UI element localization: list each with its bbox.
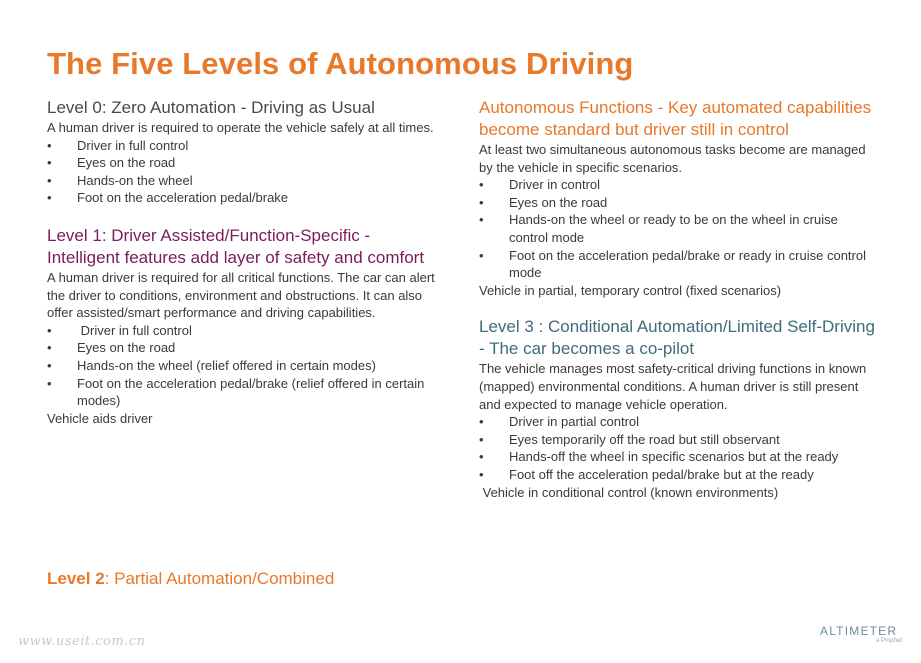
level3-heading: Level 3 : Conditional Automation/Limited Self-Driving - The car becomes a co-pilot — [479, 317, 875, 359]
bullet-icon: • — [479, 466, 484, 482]
bullet-icon: • — [479, 247, 484, 263]
bullet-text: Hands-on the wheel — [77, 172, 193, 188]
bullet-icon: • — [479, 431, 484, 447]
level0-section — [47, 97, 447, 207]
level3-bullet-list — [479, 413, 879, 483]
level1-section — [47, 225, 447, 427]
right-column — [479, 97, 879, 501]
list-item — [479, 247, 879, 282]
page-title: The Five Levels of Autonomous Driving — [47, 46, 634, 81]
bullet-text: Foot on the acceleration pedal/brake — [77, 190, 289, 206]
autonomous-functions-section — [479, 97, 879, 299]
level1-bullet-list — [47, 322, 447, 410]
level0-bullet-list — [47, 137, 447, 207]
autonomous-functions-footer: Vehicle in partial, temporary control (fixed scenarios) — [479, 282, 782, 298]
autonomous-functions-heading: Autonomous Functions - Key automated capabilities become standard but driver still in control — [479, 98, 872, 139]
list-item — [479, 176, 879, 194]
level3-body: The vehicle manages most safety-critical driving functions in known (mapped) environmental conditions. A human driver is still present and expected to manage vehicle operation. — [479, 361, 867, 412]
bullet-text: Driver in control — [509, 177, 601, 193]
bullet-icon: • — [47, 172, 52, 188]
left-column — [47, 97, 447, 427]
list-item — [47, 172, 447, 190]
bullet-icon: • — [479, 177, 484, 193]
autonomous-functions-bullet-list — [479, 176, 879, 282]
bullet-icon: • — [47, 340, 52, 356]
list-item — [47, 375, 447, 410]
logo-subtext: a Prophet — [875, 638, 902, 644]
list-item — [479, 431, 879, 449]
level0-body: A human driver is required to operate the vehicle safely at all times. — [47, 120, 434, 135]
bullet-text: Driver in full control — [77, 137, 189, 153]
bullet-text: Driver in partial control — [509, 414, 640, 430]
list-item — [47, 339, 447, 357]
watermark: www.useit.com.cn — [18, 634, 146, 649]
autonomous-functions-body: At least two simultaneous autonomous tasks become are managed by the vehicle in specific scenarios. — [479, 142, 866, 175]
list-item — [479, 448, 879, 466]
bullet-text: Hands-off the wheel in specific scenarios but at the ready — [509, 449, 839, 465]
bullet-icon: • — [47, 137, 52, 153]
bullet-text: Hands-on the wheel or ready to be on the wheel in cruise control mode — [509, 212, 838, 245]
list-item — [479, 211, 879, 246]
level1-footer: Vehicle aids driver — [47, 410, 153, 426]
bullet-text: Driver in full control — [77, 322, 192, 338]
bullet-icon: • — [479, 194, 484, 210]
bullet-text: Hands-on the wheel (relief offered in certain modes) — [77, 357, 376, 373]
bullet-text: Eyes on the road — [77, 155, 176, 171]
list-item — [479, 466, 879, 484]
level2-heading — [47, 569, 334, 589]
bullet-icon: • — [47, 357, 52, 373]
level3-footer: Vehicle in conditional control (known environments) — [479, 484, 779, 500]
list-item — [47, 357, 447, 375]
bullet-text: Foot on the acceleration pedal/brake (relief offered in certain modes) — [77, 375, 425, 409]
bullet-icon: • — [47, 375, 52, 391]
level2-label-rest: : Partial Automation/Combined — [104, 569, 335, 588]
bullet-text: Eyes on the road — [77, 340, 176, 356]
list-item — [479, 413, 879, 431]
level3-section — [479, 316, 879, 501]
list-item — [47, 154, 447, 172]
level2-label-bold: Level 2 — [47, 569, 105, 588]
logo-wordmark: ALTIMETER — [820, 624, 898, 638]
altimeter-logo — [820, 624, 906, 648]
bullet-text: Foot off the acceleration pedal/brake but at the ready — [509, 466, 814, 482]
list-item — [47, 322, 447, 340]
bullet-text: Eyes temporarily off the road but still observant — [509, 431, 780, 447]
level1-body: A human driver is required for all critical functions. The car can alert the driver to conditions, environment and obstructions. It can also offer assisted/smart performance and driving capabilities. — [47, 269, 435, 321]
bullet-text: Foot on the acceleration pedal/brake or ready in cruise control mode — [509, 247, 866, 281]
level0-heading: Level 0: Zero Automation - Driving as Usual — [47, 98, 375, 117]
list-item — [47, 137, 447, 155]
bullet-icon: • — [47, 322, 52, 338]
list-item — [479, 194, 879, 212]
bullet-icon: • — [47, 155, 52, 171]
bullet-text: Eyes on the road — [509, 194, 608, 210]
bullet-icon: • — [479, 212, 484, 228]
level1-heading: Level 1: Driver Assisted/Function-Specific - Intelligent features add layer of safety and comfort — [47, 225, 425, 267]
bullet-icon: • — [479, 414, 484, 430]
bullet-icon: • — [47, 190, 52, 206]
bullet-icon: • — [479, 449, 484, 465]
list-item — [47, 189, 447, 207]
